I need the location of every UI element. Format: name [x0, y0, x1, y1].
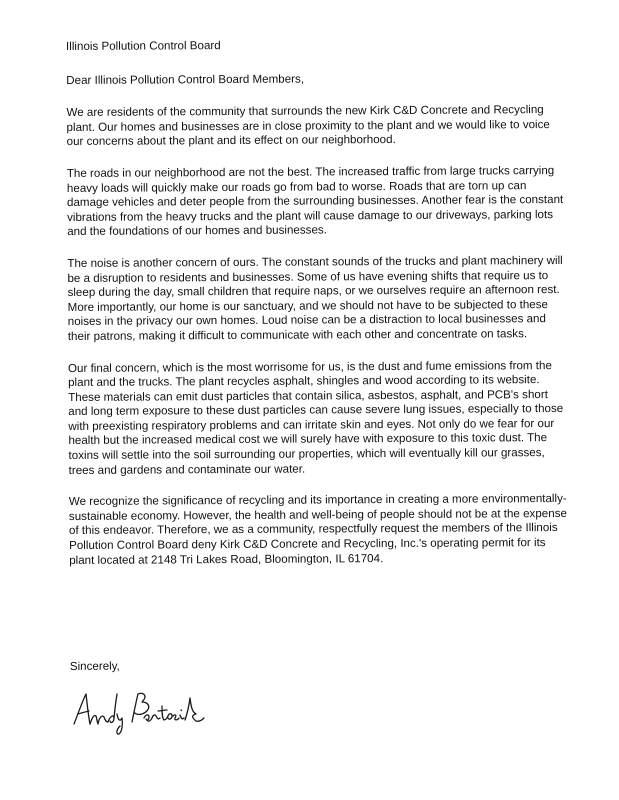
signature — [70, 684, 220, 736]
letter-body — [66, 37, 569, 673]
paragraph-roads: The roads in our neighborhood are not the best. The increased traffic from large trucks carrying heavy loads will quickly make our roads go from bad to worse. Roads that are torn up can damage vehicles and deter people from the surrounding businesses. Another fear is the constant vibrations from the heavy trucks and the plant will cause damage to our driveways, parking lots and the foundations of our homes and businesses. — [66, 163, 564, 239]
salutation: Dear Illinois Pollution Control Board Members, — [66, 72, 305, 87]
paragraph-dust: Our final concern, which is the most worrisome for us, is the dust and fume emissions from the plant and the trucks. The plant recycles asphalt, shingles and wood according to its website. These materials can emit dust particles that contain silica, asbestos, asphalt, and PCB's short and long term exposure to these dust particles can cause severe lung issues, especially to those with preexisting respiratory problems and can irritate skin and eyes. Not only do we fear for our health but the increased medical cost we will surely have with exposure to this toxic dust. The toxins will settle into the soil surrounding our properties, which will eventually kill our grasses, trees and gardens and contaminate our water. — [67, 358, 564, 477]
paragraph-request: We recognize the significance of recycling and its importance in creating a more environmentally-sustainable economy. However, the health and well-being of people should not be at the expense of this endeavor. Therefore, we as a community, respectfully request the members of the Illinois Pollution Control Board deny Kirk C&D Concrete and Recycling, Inc.'s operating permit for its plant located at 2148 Tri Lakes Road, Bloomington, IL 61704. — [68, 492, 567, 567]
recipient-line: Illinois Pollution Control Board — [66, 39, 221, 53]
paragraph-intro: We are residents of the community that surrounds the new Kirk C&D Concrete and Recycling plant. Our homes and businesses are in close proximity to the plant and we would like to voice our concerns about the plant and its effect on our neighborhood. — [66, 103, 550, 149]
paragraph-noise: The noise is another concern of ours. The constant sounds of the trucks and plant machinery will be a disruption to residents and businesses. Some of us have evening shifts that require us to sleep during the day, small children that require naps, or we ourselves require an afternoon rest. More importantly, our home is our sanctuary, and we should not have to be subjected to these noises in the privacy our own homes. Loud noise can be a distraction to local businesses and their patrons, making it difficult to communicate with each other and concentrate on tasks. — [67, 253, 563, 343]
closing: Sincerely, — [69, 659, 120, 673]
